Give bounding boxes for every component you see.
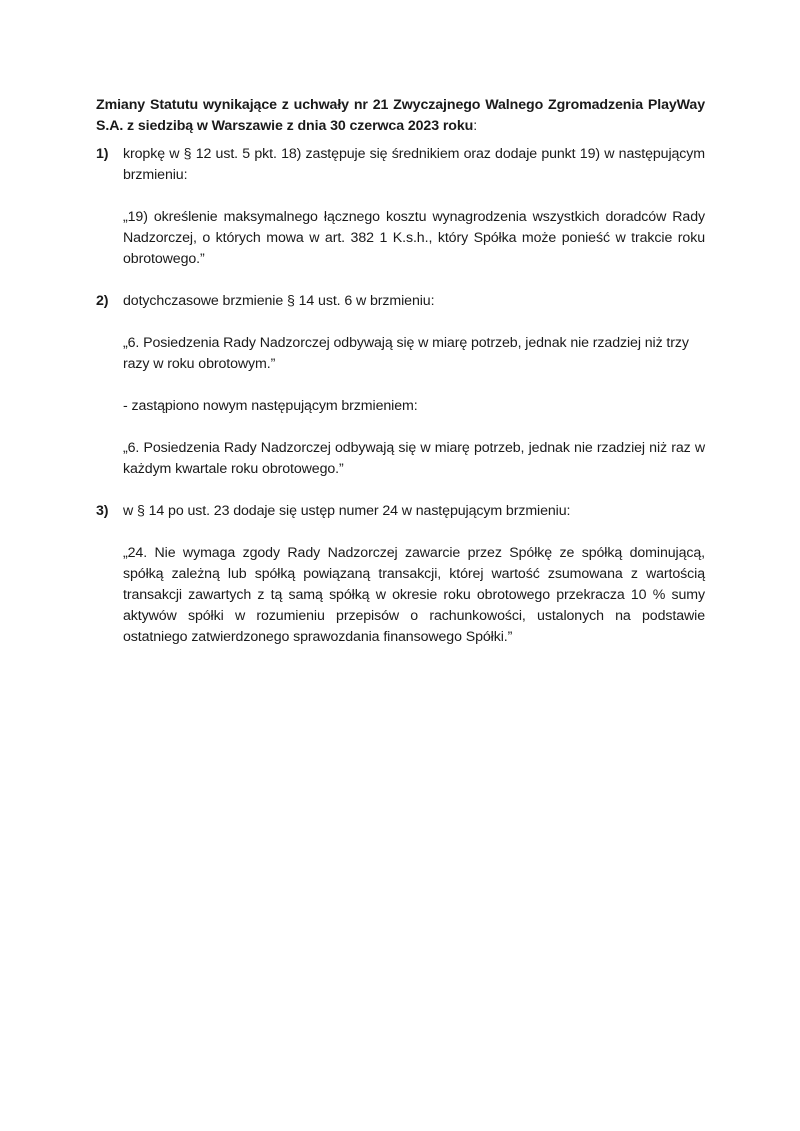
item-number: 3) xyxy=(96,503,109,519)
item-number: 2) xyxy=(96,293,109,309)
amendment-item-2 xyxy=(96,291,705,480)
item-number: 1) xyxy=(96,146,109,162)
heading-colon: : xyxy=(473,118,478,134)
item-paragraph: dotychczasowe brzmienie § 14 ust. 6 w brzmieniu: xyxy=(123,293,435,309)
amendment-item-1 xyxy=(96,144,705,270)
item-quote: „19) określenie maksymalnego łącznego kosztu wynagrodzenia wszystkich doradców Rady Nadzorczej, o których mowa w art. 382 1 K.s.h., który Spółka może ponieść w trakcie roku obrotowego.” xyxy=(123,209,705,267)
item-quote-new: „6. Posiedzenia Rady Nadzorczej odbywają się w miarę potrzeb, jednak nie rzadziej niż raz w każdym kwartale roku obrotowego.” xyxy=(123,440,705,477)
item-quote: „24. Nie wymaga zgody Rady Nadzorczej zawarcie przez Spółkę ze spółką dominującą, spółką zależną lub spółką powiązaną transakcji, której wartość zsumowana z wartością transakcji zawartych z tą samą spółką w okresie roku obrotowego przekracza 10 % sumy aktywów spółki w rozumieniu przepisów o rachunkowości, ustalonych na podstawie ostatniego zatwierdzonego sprawozdania finansowego Spółki.” xyxy=(123,545,705,645)
amendment-item-3 xyxy=(96,501,705,648)
item-paragraph: kropkę w § 12 ust. 5 pkt. 18) zastępuje się średnikiem oraz dodaje punkt 19) w następującym brzmieniu: xyxy=(123,146,705,183)
item-paragraph: w § 14 po ust. 23 dodaje się ustęp numer 24 w następującym brzmieniu: xyxy=(123,503,571,519)
amendments-list xyxy=(96,144,705,648)
item-quote-old: „6. Posiedzenia Rady Nadzorczej odbywają się w miarę potrzeb, jednak nie rzadziej niż trzy razy w roku obrotowym.” xyxy=(123,335,689,372)
document-heading xyxy=(96,95,705,137)
heading-text: Zmiany Statutu wynikające z uchwały nr 21 Zwyczajnego Walnego Zgromadzenia PlayWay S.A. z siedzibą w Warszawie z dnia 30 czerwca 2023 roku xyxy=(96,97,705,134)
item-paragraph-replaced: - zastąpiono nowym następującym brzmieniem: xyxy=(123,398,418,414)
